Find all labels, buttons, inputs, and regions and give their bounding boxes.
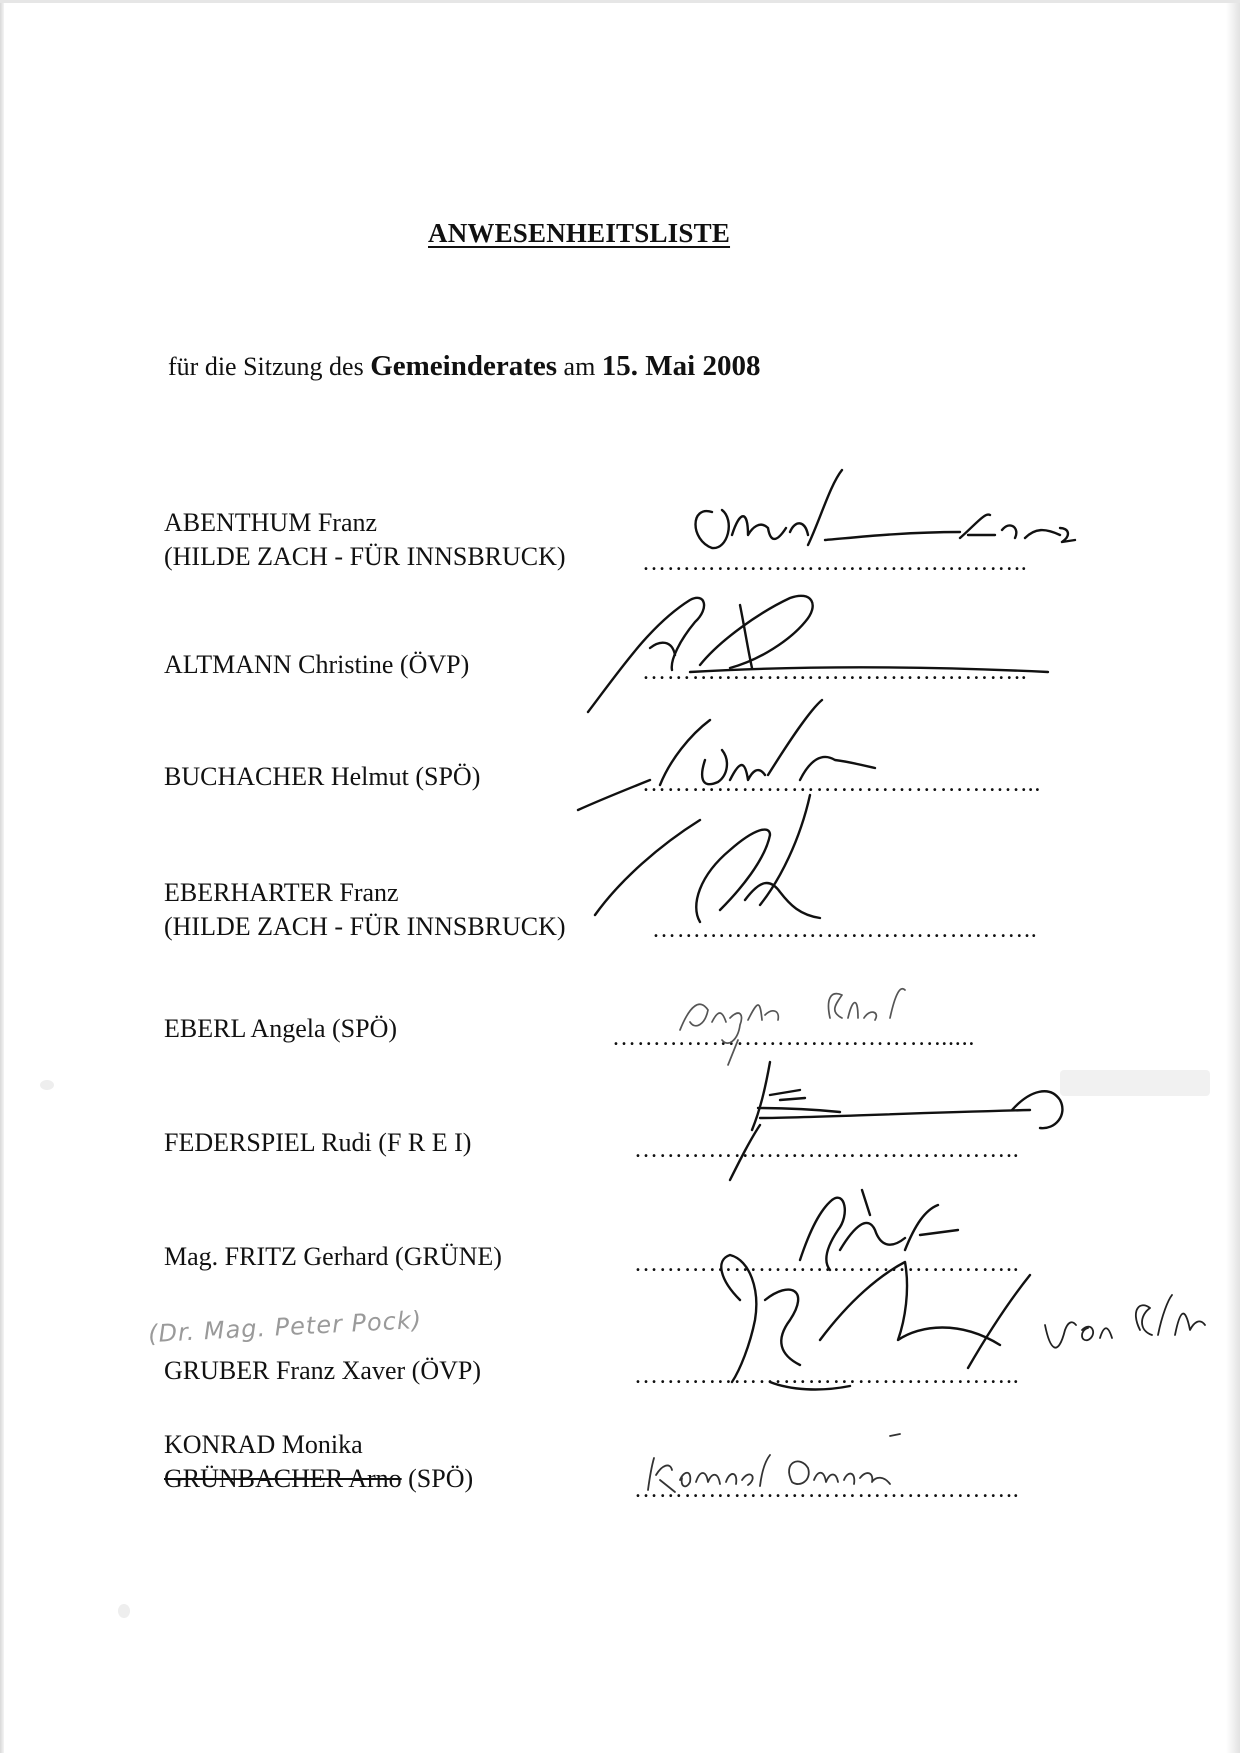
attendee-entry bbox=[164, 1428, 473, 1496]
signature-fritz-gruber bbox=[721, 1190, 1030, 1389]
scan-noise bbox=[1060, 1070, 1210, 1096]
subtitle-middle: am bbox=[563, 352, 596, 381]
subtitle-prefix: für die Sitzung des bbox=[168, 352, 364, 381]
scan-edge-right bbox=[1226, 0, 1240, 1753]
attendee-name: KONRAD Monika bbox=[164, 1430, 363, 1459]
subtitle-date: 15. Mai 2008 bbox=[601, 350, 761, 382]
document-title: ANWESENHEITSLISTE bbox=[428, 218, 731, 248]
signature-line: ……………………………………….. bbox=[634, 1137, 1020, 1163]
signature-von-elbruk bbox=[1045, 1295, 1205, 1348]
attendee-name: EBERHARTER Franz bbox=[164, 878, 399, 907]
attendee-name: Mag. FRITZ Gerhard (GRÜNE) bbox=[164, 1242, 502, 1271]
scan-edge-top bbox=[0, 0, 1240, 3]
attendee-name: EBERL Angela (SPÖ) bbox=[164, 1014, 398, 1043]
attendee-entry bbox=[164, 760, 480, 794]
subtitle-body: Gemeinderates bbox=[370, 350, 558, 382]
handwritten-note: (Dr. Mag. Peter Pock) bbox=[147, 1305, 423, 1349]
attendee-name: ABENTHUM Franz bbox=[164, 508, 378, 537]
attendee-entry bbox=[164, 1240, 502, 1274]
signature-eberharter bbox=[595, 795, 820, 922]
scan-noise bbox=[118, 1604, 130, 1618]
signature-line: ……………………………………….. bbox=[634, 1251, 1020, 1277]
scan-noise bbox=[40, 1080, 54, 1090]
signature-line: ……………………………………….. bbox=[634, 1477, 1020, 1503]
attendee-entry bbox=[164, 876, 566, 944]
signature-line: ……………………………………….. bbox=[634, 1363, 1020, 1389]
signature-line: ……………………………………….. bbox=[642, 550, 1028, 576]
document-subtitle bbox=[168, 350, 760, 383]
attendee-entry bbox=[164, 1354, 481, 1388]
attendee-entry bbox=[164, 1126, 471, 1160]
signature-line: ……………………………………….. bbox=[652, 917, 1038, 943]
signature-line: …………………………………...... bbox=[612, 1025, 976, 1051]
attendee-entry bbox=[164, 1012, 397, 1046]
attendee-name: BUCHACHER Helmut (SPÖ) bbox=[164, 762, 481, 791]
scan-edge-left bbox=[0, 0, 4, 1753]
affiliation-rest: (SPÖ) bbox=[408, 1464, 474, 1493]
attendee-name: FEDERSPIEL Rudi (F R E I) bbox=[164, 1128, 472, 1157]
attendee-name: GRUBER Franz Xaver (ÖVP) bbox=[164, 1356, 482, 1385]
attendee-name: ALTMANN Christine (ÖVP) bbox=[164, 650, 470, 679]
attendee-affiliation: (HILDE ZACH - FÜR INNSBRUCK) bbox=[164, 542, 566, 571]
signature-line: ……………………………………….. bbox=[642, 659, 1028, 685]
signature-altmann bbox=[588, 596, 1048, 712]
attendee-entry bbox=[164, 506, 566, 574]
attendee-affiliation bbox=[164, 1462, 473, 1496]
attendee-affiliation: (HILDE ZACH - FÜR INNSBRUCK) bbox=[164, 912, 566, 941]
signature-line: …………………………………….…... bbox=[642, 771, 1042, 797]
signature-abenthum bbox=[696, 470, 1076, 548]
struck-name: GRÜNBACHER Arno bbox=[164, 1464, 402, 1493]
attendee-entry bbox=[164, 648, 469, 682]
